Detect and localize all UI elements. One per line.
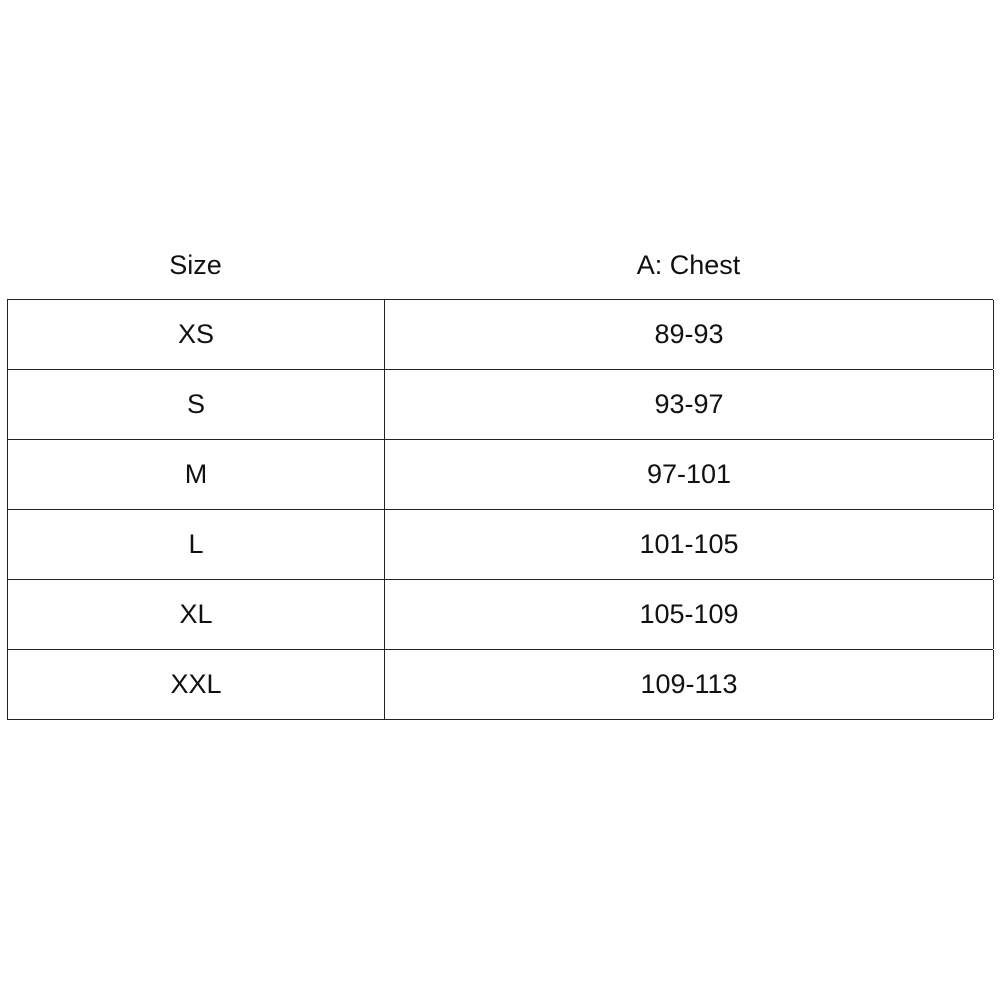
size-cell: M xyxy=(8,440,385,509)
size-cell: XS xyxy=(8,300,385,369)
header-chest: A: Chest xyxy=(636,250,741,280)
table-row xyxy=(8,510,993,580)
size-cell: L xyxy=(8,510,385,579)
chest-cell: 101-105 xyxy=(385,510,994,579)
chest-cell: 97-101 xyxy=(385,440,994,509)
size-cell: XL xyxy=(8,580,385,649)
chest-cell: 93-97 xyxy=(385,370,994,439)
chest-cell: 109-113 xyxy=(385,650,994,719)
size-table xyxy=(7,299,993,720)
chest-cell: 89-93 xyxy=(385,300,994,369)
header-size: Size xyxy=(169,250,222,280)
table-row xyxy=(8,440,993,510)
table-row xyxy=(8,300,993,370)
table-row xyxy=(8,580,993,650)
size-cell: S xyxy=(8,370,385,439)
size-cell: XXL xyxy=(8,650,385,719)
size-chart xyxy=(7,230,993,720)
table-header xyxy=(7,230,993,299)
table-row xyxy=(8,370,993,440)
table-row xyxy=(8,650,993,720)
chest-cell: 105-109 xyxy=(385,580,994,649)
